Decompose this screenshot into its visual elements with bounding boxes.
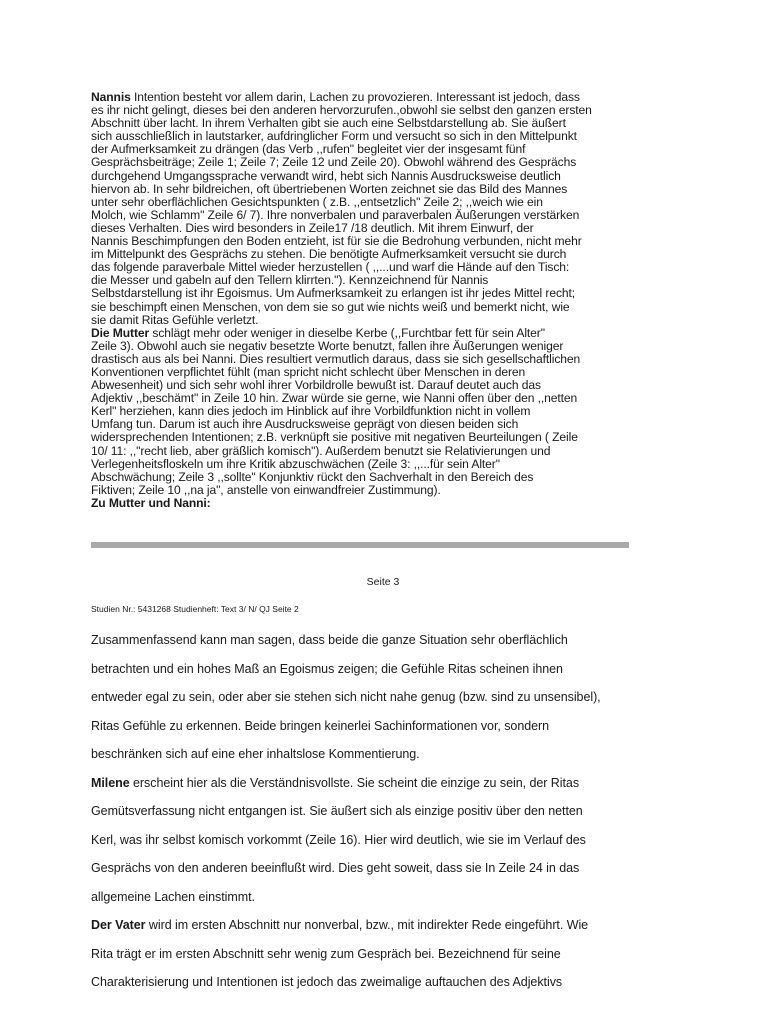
text-line: [91, 854, 691, 883]
line-text: entweder egal zu sein, oder aber sie stehen sich nicht nahe genug (bzw. sind zu unsensibel),: [91, 690, 601, 704]
bold-heading: Der Vater: [91, 918, 146, 932]
text-line: [91, 740, 691, 769]
line-text: Molch, wie Schlamm" Zeile 6/ 7). Ihre nonverbalen und paraverbalen Äußerungen verstärken: [91, 207, 580, 222]
line-text: Zusammenfassend kann man sagen, dass beide die ganze Situation sehr oberflächlich: [91, 633, 568, 647]
line-text: beschränken sich auf eine eher inhaltslose Kommentierung.: [91, 747, 420, 761]
line-text: Intention besteht vor allem darin, Lachen zu provozieren. Interessant ist jedoch, dass: [130, 90, 580, 104]
line-text: widersprechenden Intentionen; z.B. verknüpft sie positive mit negativen Beurteilungen ( Zeile: [91, 430, 578, 445]
line-text: Rita trägt er im ersten Abschnitt sehr wenig zum Gespräch bei. Bezeichnend für seine: [91, 946, 561, 961]
text-line: [91, 883, 691, 912]
text-line: [91, 683, 691, 712]
line-text: das folgende paraverbale Mittel wieder herzustellen ( ,,...und warf die Hände auf den Tisch:: [91, 260, 570, 275]
text-line: [91, 626, 691, 655]
text-line: [91, 712, 691, 741]
line-text: Konventionen verpflichtet fühlt (man spricht nicht schlecht über Menschen in deren: [91, 364, 526, 379]
line-text: im Mittelpunkt des Gesprächs zu stehen. Die benötigte Aufmerksamkeit versucht sie durch: [91, 247, 567, 262]
line-text: sich ausschließlich in lautstarker, aufdringlicher Form und versucht so sich in den Mittelpunkt: [91, 129, 577, 144]
line-text: die Messer und gabeln auf den Tellern klirrten."). Kennzeichnend für Nannis: [91, 273, 489, 288]
line-text: sie damit Ritas Gefühle verletzt.: [91, 312, 259, 327]
line-text: sie beschimpft einen Menschen, von dem sie so gut wie nichts weiß und bemerkt nicht, wie: [91, 299, 570, 314]
line-text: erscheint hier als die Verständnisvollste. Sie scheint die einzige zu sein, der Ritas: [129, 775, 580, 790]
line-text: Gesprächsbeiträge; Zeile 1; Zeile 7; Zeile 12 und Zeile 20). Obwohl während des Gesprächs: [91, 155, 577, 170]
text-line: [91, 968, 691, 997]
bold-heading: Milene: [91, 775, 130, 790]
line-text: es ihr nicht gelingt, dieses bei den anderen hervorzurufen.,obwohl sie selbst den ganzen ersten: [91, 103, 592, 118]
line-text: Umfang tun. Darum ist auch ihre Ausdrucksweise geprägt von diesen beiden sich: [91, 417, 519, 432]
line-text: Kerl" herziehen, kann dies jedoch im Hinblick auf ihre Vorbildfunktion nicht in vollem: [91, 404, 531, 419]
line-text: Ritas Gefühle zu erkennen. Beide bringen keinerlei Sachinformationen vor, sondern: [91, 718, 550, 733]
line-text: Charakterisierung und Intentionen ist jedoch das zweimalige auftauchen des Adjektivs: [91, 975, 563, 989]
line-text: schlägt mehr oder weniger in dieselbe Kerbe (,,Furchtbar fett für sein Alter": [149, 325, 545, 340]
line-text: wird im ersten Abschnitt nur nonverbal, bzw., mit indirekter Rede eingeführt. Wie: [145, 918, 589, 932]
text-line: [91, 797, 691, 826]
bold-heading: Zu Mutter und Nanni:: [91, 495, 211, 510]
bold-heading: Nannis: [91, 90, 131, 104]
upper-text-block: [91, 91, 631, 510]
section-divider: [91, 542, 629, 548]
line-text: Abwesenheit) und sich sehr wohl ihrer Vorbildrolle bewußt ist. Darauf deutet auch das: [91, 378, 541, 393]
line-text: unter sehr oberflächlichen Gesichtspunkten ( z.B. ,,entsetzlich" Zeile 2; ,,weich wie ein: [91, 194, 543, 209]
line-text: drastisch aus als bei Nanni. Dies resultiert vermutlich daraus, dass sie sich gesellschaftlichen: [91, 351, 581, 366]
lower-text-block: [91, 626, 691, 997]
line-text: Kerl, was ihr selbst komisch vorkommt (Zeile 16). Hier wird deutlich, wie sie im Verlauf des: [91, 832, 586, 847]
line-text: Zeile 3). Obwohl auch sie negativ besetzte Worte benutzt, fallen ihre Äußerungen weniger: [91, 338, 564, 353]
text-line: [91, 911, 691, 940]
line-text: hiervon ab. In sehr bildreichen, oft übertriebenen Worten zeichnet sie das Bild des Mannes: [91, 181, 568, 196]
bold-heading: Die Mutter: [91, 325, 150, 340]
line-text: Fiktiven; Zeile 10 ,,na ja", anstelle von einwandfreier Zustimmung).: [91, 482, 441, 497]
line-text: Gesprächs von den anderen beeinflußt wird. Dies geht soweit, dass sie In Zeile 24 in das: [91, 861, 580, 875]
text-line: [91, 826, 691, 855]
line-text: Adjektiv ,,beschämt" in Zeile 10 hin. Zwar würde sie gerne, wie Nanni offen über den ,,netten: [91, 391, 578, 406]
page-number: Seite 3: [366, 576, 400, 588]
line-text: Verlegenheitsfloskeln um ihre Kritik abzuschwächen (Zeile 3: ,,...für sein Alter": [91, 456, 500, 471]
line-text: Selbstdarstellung ist ihr Egoismus. Um Aufmerksamkeit zu erlangen ist ihr jedes Mittel recht;: [91, 286, 576, 301]
text-line: [91, 497, 631, 510]
text-line: [91, 940, 691, 969]
line-text: Gemütsverfassung nicht entgangen ist. Sie äußert sich als einzige positiv über den netten: [91, 804, 583, 818]
line-text: Nannis Beschimpfungen den Boden entzieht, ist für sie die Bedrohung verbunden, nicht mehr: [91, 234, 582, 249]
line-text: Abschwächung; Zeile 3 ,,sollte" Konjunktiv rückt den Sachverhalt in den Bereich des: [91, 469, 534, 484]
line-text: durchgehend Umgangssprache verwandt wird, hebt sich Nannis Ausdrucksweise deutlich: [91, 168, 561, 183]
line-text: Abschnitt über lacht. In ihrem Verhalten gibt sie auch eine Selbstdarstellung ab. Sie äußert: [91, 116, 566, 131]
text-line: [91, 769, 691, 798]
line-text: der Aufmerksamkeit zu drängen (das Verb ,,rufen" begleitet vier der insgesamt fünf: [91, 142, 526, 157]
text-line: [91, 655, 691, 684]
line-text: 10/ 11: ,,"recht lieb, aber gräßlich komisch"). Außerdem benutzt sie Relativierungen und: [91, 443, 551, 458]
line-text: dieses Verhalten. Dies wird besonders in Zeile17 /18 deutlich. Mit ihrem Einwurf, der: [91, 220, 534, 235]
line-text: allgemeine Lachen einstimmt.: [91, 889, 255, 904]
study-info-line: Studien Nr.: 5431268 Studienheft: Text 3/ N/ QJ Seite 2: [91, 604, 299, 614]
line-text: betrachten und ein hohes Maß an Egoismus zeigen; die Gefühle Ritas scheinen ihnen: [91, 661, 563, 676]
